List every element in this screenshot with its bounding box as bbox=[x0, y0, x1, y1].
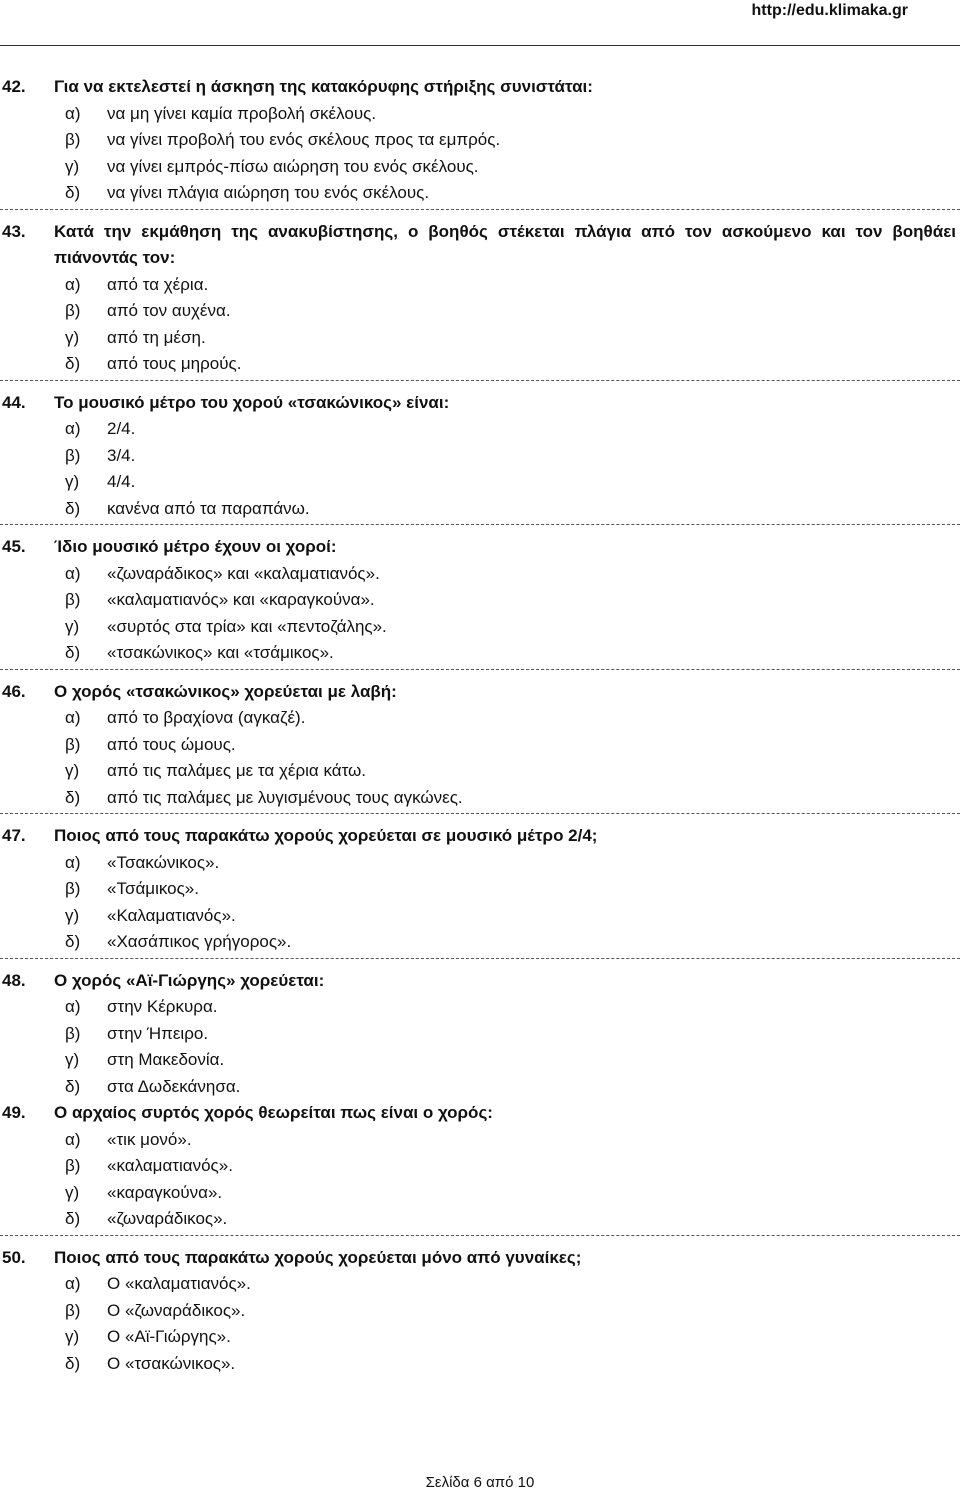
question-header bbox=[0, 390, 960, 417]
header-url[interactable]: http://edu.klimaka.gr bbox=[751, 2, 908, 19]
option-text: από το βραχίονα (αγκαζέ). bbox=[107, 708, 306, 727]
option-text: από τους μηρούς. bbox=[107, 354, 242, 373]
answer-option bbox=[65, 351, 960, 378]
question-number: 44. bbox=[2, 392, 26, 412]
option-letter: δ) bbox=[65, 183, 81, 202]
option-text: στην Ήπειρο. bbox=[107, 1023, 209, 1043]
option-letter: α) bbox=[65, 419, 81, 438]
option-text: «ζωναράδικος». bbox=[107, 1209, 228, 1228]
option-text: 4/4. bbox=[107, 472, 136, 491]
question-text: Κατά την εκμάθηση της ανακυβίστησης, ο βοηθός στέκεται πλάγια από τον ασκούμενο και τον βοηθάει πιάνοντάς τον: bbox=[54, 221, 956, 267]
answer-option bbox=[65, 640, 960, 667]
question-text: Ποιος από τους παρακάτω χορούς χορεύεται μόνο από γυναίκες; bbox=[54, 1247, 582, 1267]
question-header bbox=[0, 679, 960, 706]
option-letter: γ) bbox=[65, 616, 80, 636]
option-letter: δ) bbox=[65, 354, 81, 373]
question-number: 48. bbox=[2, 970, 26, 990]
question-block bbox=[0, 219, 960, 381]
answer-option bbox=[65, 443, 960, 470]
answer-option bbox=[65, 614, 960, 641]
question-text: Ο αρχαίος συρτός χορός θεωρείται πως είναι ο χορός: bbox=[54, 1103, 493, 1122]
header-divider bbox=[0, 45, 960, 46]
answer-option bbox=[65, 325, 960, 352]
question-number: 47. bbox=[2, 826, 26, 845]
answer-option bbox=[65, 1153, 960, 1180]
option-letter: γ) bbox=[65, 905, 80, 925]
option-letter: γ) bbox=[65, 156, 80, 176]
option-text: Ο «τσακώνικος». bbox=[107, 1353, 236, 1373]
question-header bbox=[0, 823, 960, 850]
answer-option bbox=[65, 272, 960, 299]
option-text: Ο «καλαματιανός». bbox=[107, 1274, 251, 1293]
question-block bbox=[0, 1245, 960, 1378]
option-text: να γίνει πλάγια αιώρηση του ενός σκέλους. bbox=[107, 183, 430, 202]
question-header bbox=[0, 534, 960, 561]
answer-option bbox=[65, 1074, 960, 1101]
option-letter: α) bbox=[65, 852, 81, 872]
question-number: 43. bbox=[2, 221, 26, 241]
option-letter: β) bbox=[65, 734, 81, 754]
option-letter: δ) bbox=[65, 932, 81, 951]
option-letter: α) bbox=[65, 274, 81, 294]
answer-option bbox=[65, 929, 960, 956]
option-text: στα Δωδεκάνησα. bbox=[107, 1076, 241, 1096]
option-letter: β) bbox=[65, 1023, 81, 1043]
question-block bbox=[0, 679, 960, 815]
option-letter: α) bbox=[65, 1274, 81, 1293]
answer-option bbox=[65, 1206, 960, 1233]
question-header bbox=[0, 1100, 960, 1127]
option-text: «καλαματιανός» και «καραγκούνα». bbox=[107, 590, 375, 609]
option-letter: α) bbox=[65, 997, 81, 1016]
option-letter: γ) bbox=[65, 761, 80, 780]
option-letter: β) bbox=[65, 590, 81, 609]
question-number: 46. bbox=[2, 681, 26, 701]
answer-option bbox=[65, 758, 960, 785]
option-text: από τους ώμους. bbox=[107, 734, 236, 754]
answer-option bbox=[65, 101, 960, 128]
option-letter: δ) bbox=[65, 787, 81, 807]
question-block bbox=[0, 1100, 960, 1236]
question-header bbox=[0, 1245, 960, 1272]
option-letter: δ) bbox=[65, 1209, 81, 1228]
question-text: Για να εκτελεστεί η άσκηση της κατακόρυφης στήριξης συνιστάται: bbox=[54, 77, 593, 96]
option-letter: β) bbox=[65, 130, 81, 149]
option-letter: γ) bbox=[65, 1327, 80, 1346]
answer-option bbox=[65, 785, 960, 812]
answer-option bbox=[65, 1298, 960, 1325]
option-letter: γ) bbox=[65, 327, 80, 347]
option-text: από τα χέρια. bbox=[107, 274, 209, 294]
answer-option bbox=[65, 1351, 960, 1378]
answer-option bbox=[65, 1047, 960, 1074]
option-text: στην Κέρκυρα. bbox=[107, 997, 218, 1016]
question-text: Ίδιο μουσικό μέτρο έχουν οι χοροί: bbox=[54, 537, 337, 556]
question-number: 42. bbox=[2, 77, 26, 96]
option-letter: α) bbox=[65, 708, 81, 727]
question-header bbox=[0, 74, 960, 101]
option-letter: γ) bbox=[65, 1050, 80, 1069]
question-text: Ο χορός «Αϊ-Γιώργης» χορεύεται: bbox=[54, 970, 325, 990]
answer-option bbox=[65, 1021, 960, 1048]
option-letter: α) bbox=[65, 103, 81, 123]
answer-option bbox=[65, 180, 960, 207]
option-letter: β) bbox=[65, 1300, 81, 1320]
question-number: 50. bbox=[2, 1247, 26, 1267]
question-header bbox=[0, 219, 960, 272]
option-text: να γίνει προβολή του ενός σκέλους προς τα εμπρός. bbox=[107, 130, 501, 149]
option-text: να γίνει εμπρός-πίσω αιώρηση του ενός σκέλους. bbox=[107, 156, 479, 176]
answer-option bbox=[65, 1180, 960, 1207]
option-text: 2/4. bbox=[107, 419, 136, 438]
answer-option bbox=[65, 496, 960, 523]
option-text: «Τσάμικος». bbox=[107, 879, 199, 898]
answer-option bbox=[65, 732, 960, 759]
option-letter: δ) bbox=[65, 498, 81, 518]
option-text: «Χασάπικος γρήγορος». bbox=[107, 932, 292, 951]
option-text: «τσακώνικος» και «τσάμικος». bbox=[107, 643, 334, 662]
question-number: 45. bbox=[2, 537, 26, 556]
question-block bbox=[0, 823, 960, 959]
option-text: «ζωναράδικος» και «καλαματιανός». bbox=[107, 563, 380, 583]
question-list bbox=[0, 74, 960, 1377]
option-text: από τις παλάμες με λυγισμένους τους αγκώνες. bbox=[107, 787, 463, 807]
option-text: να μη γίνει καμία προβολή σκέλους. bbox=[107, 103, 377, 123]
option-letter: γ) bbox=[65, 1182, 80, 1202]
question-text: Ο χορός «τσακώνικος» χορεύεται με λαβή: bbox=[54, 681, 397, 701]
option-text: «συρτός στα τρία» και «πεντοζάλης». bbox=[107, 616, 387, 636]
answer-option bbox=[65, 416, 960, 443]
option-letter: α) bbox=[65, 563, 81, 583]
option-text: 3/4. bbox=[107, 445, 136, 465]
question-block bbox=[0, 534, 960, 670]
option-text: Ο «Αϊ-Γιώργης». bbox=[107, 1327, 231, 1346]
option-letter: β) bbox=[65, 879, 81, 898]
question-number: 49. bbox=[2, 1103, 26, 1122]
answer-option bbox=[65, 994, 960, 1021]
answer-option bbox=[65, 298, 960, 325]
option-text: από τον αυχένα. bbox=[107, 301, 231, 320]
question-block bbox=[0, 74, 960, 210]
question-block bbox=[0, 968, 960, 1101]
question-block bbox=[0, 390, 960, 526]
option-text: στη Μακεδονία. bbox=[107, 1050, 225, 1069]
answer-option bbox=[65, 876, 960, 903]
answer-option bbox=[65, 903, 960, 930]
answer-option bbox=[65, 469, 960, 496]
option-letter: δ) bbox=[65, 1353, 81, 1373]
option-text: Ο «ζωναράδικος». bbox=[107, 1300, 246, 1320]
option-text: «καραγκούνα». bbox=[107, 1182, 223, 1202]
option-letter: δ) bbox=[65, 1076, 81, 1096]
option-text: «Τσακώνικος». bbox=[107, 852, 220, 872]
question-text: Ποιος από τους παρακάτω χορούς χορεύεται σε μουσικό μέτρο 2/4; bbox=[54, 826, 598, 845]
answer-option bbox=[65, 1271, 960, 1298]
option-letter: β) bbox=[65, 301, 81, 320]
option-letter: γ) bbox=[65, 472, 80, 491]
option-letter: α) bbox=[65, 1129, 81, 1149]
answer-option bbox=[65, 561, 960, 588]
answer-option bbox=[65, 705, 960, 732]
option-text: κανένα από τα παραπάνω. bbox=[107, 498, 310, 518]
page-number: Σελίδα 6 από 10 bbox=[425, 1474, 535, 1491]
option-text: «Καλαματιανός». bbox=[107, 905, 236, 925]
answer-option bbox=[65, 1127, 960, 1154]
option-letter: β) bbox=[65, 1156, 81, 1175]
question-text: Το μουσικό μέτρο του χορού «τσακώνικος» είναι: bbox=[54, 392, 450, 412]
answer-option bbox=[65, 154, 960, 181]
option-text: «τικ μονό». bbox=[107, 1129, 192, 1149]
answer-option bbox=[65, 850, 960, 877]
option-text: «καλαματιανός». bbox=[107, 1156, 233, 1175]
option-letter: β) bbox=[65, 445, 81, 465]
answer-option bbox=[65, 587, 960, 614]
question-header bbox=[0, 968, 960, 995]
option-letter: δ) bbox=[65, 643, 81, 662]
answer-option bbox=[65, 1324, 960, 1351]
option-text: από τις παλάμες με τα χέρια κάτω. bbox=[107, 761, 367, 780]
answer-option bbox=[65, 127, 960, 154]
option-text: από τη μέση. bbox=[107, 327, 206, 347]
